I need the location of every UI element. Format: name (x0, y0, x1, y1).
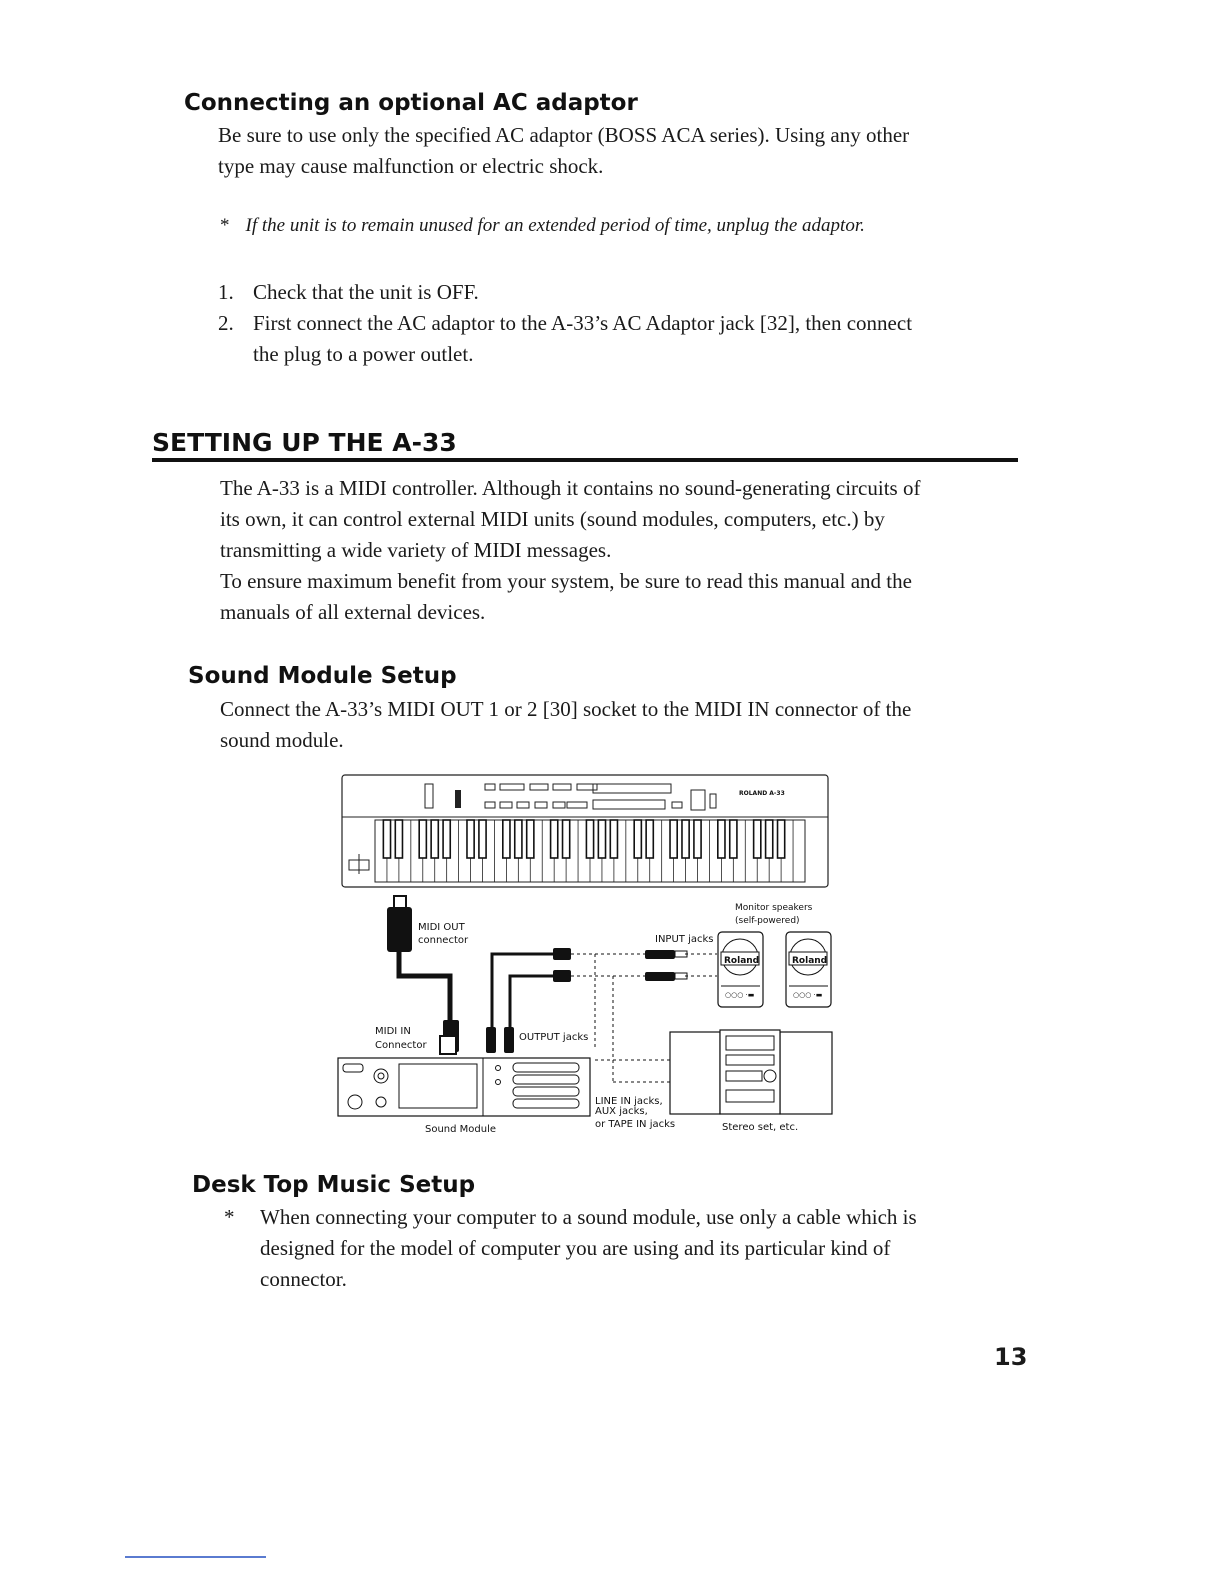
monitor-label-self-powered: (self-powered) (735, 916, 800, 926)
speaker-knobs: ○○○ ·▬ (725, 991, 755, 999)
note-text: If the unit is to remain unused for an extended period of time, unplug the adaptor. (245, 215, 865, 236)
note-marker: * (220, 215, 230, 236)
monitor-label: Monitor speakers (735, 903, 813, 913)
stereo-set-label: Stereo set, etc. (722, 1122, 799, 1133)
midi-out-label: MIDI OUT (418, 922, 465, 933)
black-key (527, 820, 534, 858)
black-key (443, 820, 450, 858)
step-item (218, 277, 1038, 308)
connection-diagram (335, 772, 840, 1140)
black-key (503, 820, 510, 858)
input-jack-plugs (675, 951, 687, 979)
setup-para2-line-2: manuals of all external devices. (220, 600, 486, 624)
input-jacks-label: INPUT jacks (655, 934, 714, 945)
dtm-marker: * (224, 1205, 235, 1229)
step-text-line-1: First connect the AC adaptor to the A-33’s AC Adaptor jack [32], then connect (253, 311, 913, 335)
line-in-label: LINE IN jacks, (595, 1096, 663, 1107)
step-number: 2. (218, 311, 234, 335)
sound-module-illustration (338, 1058, 590, 1116)
black-key (718, 820, 725, 858)
black-key (730, 820, 737, 858)
ac-adaptor-heading: Connecting an optional AC adaptor (184, 90, 638, 116)
speaker-knobs: ○○○ ·▬ (793, 991, 823, 999)
output-jacks-label: OUTPUT jacks (519, 1032, 589, 1043)
black-key (551, 820, 558, 858)
step-text: Check that the unit is OFF. (253, 280, 479, 304)
ac-intro-line-1: Be sure to use only the specified AC adaptor (BOSS ACA series). Using any other (218, 123, 910, 147)
step-text-line-2: the plug to a power outlet. (253, 342, 474, 366)
black-key (431, 820, 438, 858)
black-key (467, 820, 474, 858)
page-number: 13 (994, 1343, 1028, 1371)
midi-out-connector-label: connector (418, 935, 469, 946)
dtm-text (260, 1202, 917, 1295)
bottom-line (125, 1556, 266, 1558)
ac-intro (218, 120, 1038, 182)
audio-cables (492, 954, 553, 1032)
ac-intro-line-2: type may cause malfunction or electric shock. (218, 154, 604, 178)
step-number: 1. (218, 280, 234, 304)
step-item (218, 308, 1038, 370)
ac-steps (218, 277, 1038, 370)
sound-module-line-2: sound module. (220, 728, 344, 752)
setup-paragraphs (220, 473, 1030, 628)
black-key (586, 820, 593, 858)
setting-up-title: SETTING UP THE A-33 (152, 428, 457, 457)
sound-module-line-1: Connect the A-33’s MIDI OUT 1 or 2 [30] socket to the MIDI IN connector of the (220, 697, 912, 721)
setup-para1-line-3: transmitting a wide variety of MIDI messages. (220, 538, 612, 562)
black-key (682, 820, 689, 858)
black-key (778, 820, 785, 858)
sound-module-label: Sound Module (425, 1124, 497, 1135)
black-key (766, 820, 773, 858)
sound-module-heading: Sound Module Setup (188, 663, 457, 689)
setup-para1-line-2: its own, it can control external MIDI units (sound modules, computers, etc.) by (220, 507, 885, 531)
black-key (419, 820, 426, 858)
black-key (563, 820, 570, 858)
black-key (479, 820, 486, 858)
setup-para1-line-1: The A-33 is a MIDI controller. Although it contains no sound-generating circuits of (220, 476, 921, 500)
dtm-line-1: When connecting your computer to a sound module, use only a cable which is (260, 1205, 917, 1229)
setup-para2-line-1: To ensure maximum benefit from your system, be sure to read this manual and the (220, 569, 912, 593)
black-key (610, 820, 617, 858)
keyboard-brand: ROLAND A-33 (739, 790, 785, 797)
black-key (634, 820, 641, 858)
black-key (754, 820, 761, 858)
keyboard-illustration (342, 775, 828, 887)
dtm-line-2: designed for the model of computer you are using and its particular kind of (260, 1236, 891, 1260)
midi-in-connector-label: Connector (375, 1040, 427, 1051)
stereo-set-illustration (670, 1030, 832, 1114)
speaker-brand: Roland (724, 956, 760, 966)
black-key (515, 820, 522, 858)
dtm-heading: Desk Top Music Setup (192, 1172, 476, 1198)
dtm-line-3: connector. (260, 1267, 347, 1291)
black-key (670, 820, 677, 858)
speaker-left (718, 932, 763, 1007)
black-key (694, 820, 701, 858)
tape-in-label: or TAPE IN jacks (595, 1119, 676, 1130)
step-text (253, 308, 912, 370)
unplug-note (220, 215, 865, 237)
section-rule (152, 458, 1018, 462)
black-key (598, 820, 605, 858)
midi-in-label: MIDI IN (375, 1026, 411, 1037)
black-key (383, 820, 390, 858)
speaker-brand: Roland (792, 956, 828, 966)
sound-module-text (220, 694, 1030, 756)
dtm-note (224, 1202, 1034, 1295)
black-key (395, 820, 402, 858)
speaker-right (786, 932, 831, 1007)
aux-label: AUX jacks, (595, 1106, 648, 1117)
black-key (646, 820, 653, 858)
